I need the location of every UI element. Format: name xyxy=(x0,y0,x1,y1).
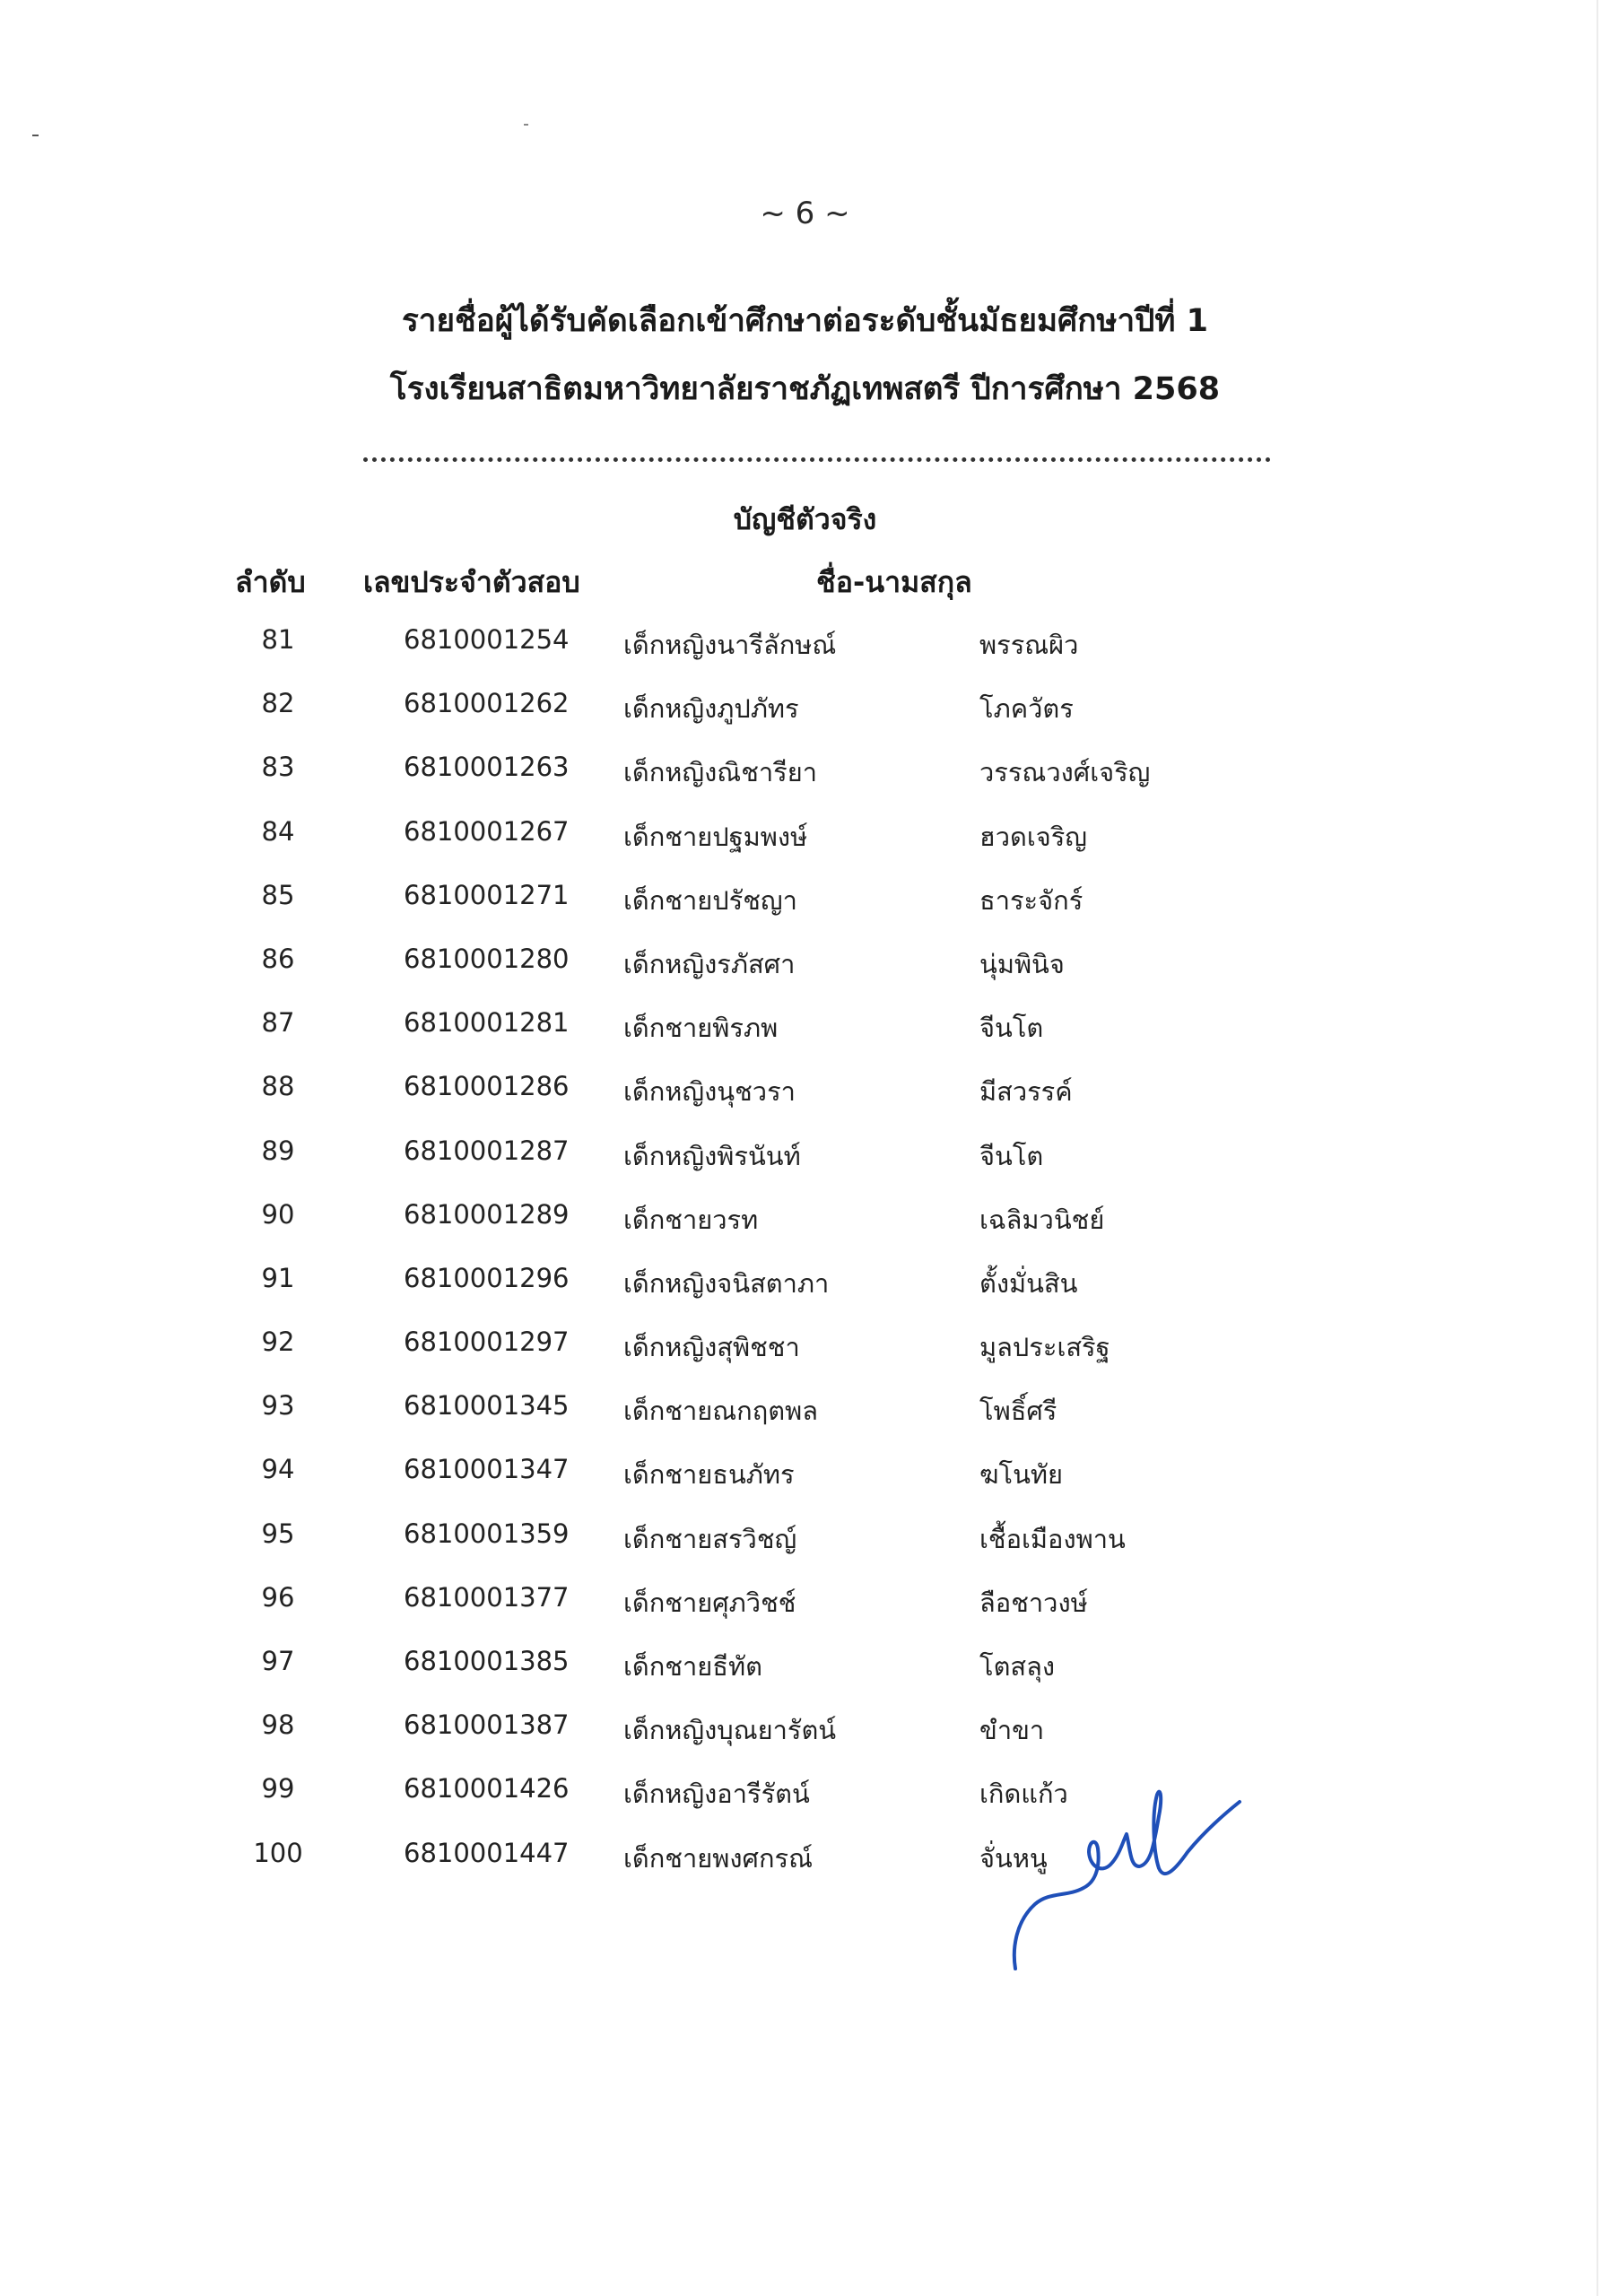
cell-last-name: ฆโนทัย xyxy=(979,1459,1064,1491)
scan-speck xyxy=(524,124,528,126)
table-row xyxy=(0,816,1610,880)
cell-last-name: โภควัตร xyxy=(979,693,1074,725)
cell-exam-id: 6810001263 xyxy=(404,752,570,783)
cell-last-name: โพธิ์ศรี xyxy=(979,1396,1057,1427)
cell-first-name: เด็กชายณกฤตพล xyxy=(623,1396,819,1427)
cell-last-name: ตั้งมั่นสิน xyxy=(979,1267,1078,1299)
cell-exam-id: 6810001289 xyxy=(404,1198,570,1230)
cell-order: 82 xyxy=(261,688,295,719)
table-row xyxy=(0,1071,1610,1135)
table-row xyxy=(0,1709,1610,1773)
table-row xyxy=(0,1646,1610,1709)
cell-first-name: เด็กชายพงศกรณ์ xyxy=(623,1842,813,1874)
column-header-order: ลำดับ xyxy=(235,565,306,599)
cell-last-name: มูลประเสริฐ xyxy=(979,1332,1110,1363)
cell-order: 96 xyxy=(261,1581,295,1613)
cell-order: 83 xyxy=(261,752,295,783)
cell-last-name: เกิดแก้ว xyxy=(979,1779,1068,1810)
cell-order: 89 xyxy=(261,1135,295,1166)
cell-exam-id: 6810001359 xyxy=(404,1518,570,1549)
scan-speck xyxy=(32,135,39,136)
cell-exam-id: 6810001426 xyxy=(404,1773,570,1805)
cell-exam-id: 6810001296 xyxy=(404,1262,570,1293)
cell-first-name: เด็กหญิงสุพิชชา xyxy=(623,1332,800,1363)
cell-order: 85 xyxy=(261,879,295,910)
cell-last-name: พรรณผิว xyxy=(979,630,1079,660)
table-row xyxy=(0,1582,1610,1646)
document-subtitle: โรงเรียนสาธิตมหาวิทยาลัยราชภัฏเทพสตรี ปีการศึกษา 2568 xyxy=(389,371,1221,407)
table-row xyxy=(0,624,1610,688)
cell-first-name: เด็กชายศุภวิชช์ xyxy=(623,1587,796,1618)
cell-first-name: เด็กชายปฐมพงษ์ xyxy=(623,821,808,852)
cell-order: 81 xyxy=(261,624,295,655)
column-header-exam-id: เลขประจำตัวสอบ xyxy=(363,565,580,599)
page-number: ~ 6 ~ xyxy=(760,196,850,231)
cell-first-name: เด็กชายสรวิชญ์ xyxy=(623,1523,797,1554)
cell-order: 84 xyxy=(261,815,295,847)
cell-exam-id: 6810001271 xyxy=(404,879,570,910)
table-row xyxy=(0,1454,1610,1518)
cell-first-name: เด็กชายพิรภพ xyxy=(623,1013,779,1044)
cell-first-name: เด็กชายธีทัต xyxy=(623,1651,762,1682)
cell-first-name: เด็กหญิงณิชารียา xyxy=(623,757,818,788)
cell-exam-id: 6810001286 xyxy=(404,1071,570,1102)
cell-first-name: เด็กชายธนภัทร xyxy=(623,1459,795,1491)
cell-order: 100 xyxy=(253,1837,303,1868)
cell-exam-id: 6810001385 xyxy=(404,1646,570,1676)
table-row xyxy=(0,752,1610,815)
cell-first-name: เด็กหญิงบุณยารัตน์ xyxy=(623,1715,837,1746)
table-row xyxy=(0,880,1610,944)
cell-exam-id: 6810001287 xyxy=(404,1135,570,1166)
cell-exam-id: 6810001447 xyxy=(404,1837,570,1868)
table-row xyxy=(0,1518,1610,1582)
signature-stroke xyxy=(1014,1792,1240,1969)
cell-last-name: ลือชาวงษ์ xyxy=(979,1587,1088,1618)
cell-order: 98 xyxy=(261,1709,295,1741)
cell-order: 91 xyxy=(261,1262,295,1293)
cell-exam-id: 6810001297 xyxy=(404,1326,570,1358)
cell-last-name: นุ่มพินิจ xyxy=(979,948,1065,979)
table-row xyxy=(0,1135,1610,1199)
cell-order: 90 xyxy=(261,1198,295,1230)
table-row xyxy=(0,1773,1610,1837)
cell-order: 93 xyxy=(261,1390,295,1422)
cell-first-name: เด็กหญิงนารีลักษณ์ xyxy=(623,630,837,660)
cell-order: 87 xyxy=(261,1007,295,1039)
cell-exam-id: 6810001262 xyxy=(404,688,570,719)
document-title: รายชื่อผู้ได้รับคัดเลือกเข้าศึกษาต่อระดับชั้นมัธยมศึกษาปีที่ 1 xyxy=(402,303,1208,339)
cell-first-name: เด็กหญิงรภัสศา xyxy=(623,948,796,979)
cell-last-name: เชื้อเมืองพาน xyxy=(979,1523,1126,1554)
cell-exam-id: 6810001377 xyxy=(404,1581,570,1613)
cell-first-name: เด็กหญิงพิรนันท์ xyxy=(623,1140,801,1171)
column-header-full-name: ชื่อ-นามสกุล xyxy=(816,565,972,599)
cell-order: 88 xyxy=(261,1071,295,1102)
cell-first-name: เด็กชายวรท xyxy=(623,1204,759,1235)
signature xyxy=(1005,1762,1247,1978)
cell-last-name: จั่นหนู xyxy=(979,1842,1048,1874)
cell-first-name: เด็กหญิงภูปภัทร xyxy=(623,693,799,725)
cell-first-name: เด็กหญิงนุชวรา xyxy=(623,1076,796,1108)
cell-last-name: จีนโต xyxy=(979,1013,1044,1044)
table-row xyxy=(0,1007,1610,1071)
cell-order: 94 xyxy=(261,1454,295,1485)
table-row xyxy=(0,1199,1610,1263)
list-heading: บัญชีตัวจริง xyxy=(733,502,877,536)
cell-order: 95 xyxy=(261,1518,295,1549)
cell-order: 92 xyxy=(261,1326,295,1358)
cell-exam-id: 6810001281 xyxy=(404,1007,570,1039)
cell-exam-id: 6810001387 xyxy=(404,1709,570,1741)
cell-exam-id: 6810001345 xyxy=(404,1390,570,1422)
cell-first-name: เด็กหญิงอารีรัตน์ xyxy=(623,1779,810,1810)
table-row xyxy=(0,1326,1610,1390)
cell-order: 99 xyxy=(261,1773,295,1805)
student-list xyxy=(0,624,1610,1901)
cell-exam-id: 6810001280 xyxy=(404,943,570,974)
cell-order: 97 xyxy=(261,1646,295,1676)
table-row xyxy=(0,944,1610,1007)
cell-order: 86 xyxy=(261,943,295,974)
cell-exam-id: 6810001267 xyxy=(404,815,570,847)
dotted-divider xyxy=(363,457,1271,462)
table-row xyxy=(0,1263,1610,1326)
table-row xyxy=(0,1390,1610,1454)
cell-last-name: ฮวดเจริญ xyxy=(979,821,1088,852)
cell-last-name: เฉลิมวนิชย์ xyxy=(979,1204,1105,1235)
table-row xyxy=(0,1838,1610,1901)
cell-last-name: ธาระจักร์ xyxy=(979,884,1083,916)
cell-first-name: เด็กชายปรัชญา xyxy=(623,884,797,916)
table-row xyxy=(0,688,1610,752)
cell-first-name: เด็กหญิงจนิสตาภา xyxy=(623,1267,830,1299)
cell-last-name: ขำขา xyxy=(979,1715,1045,1746)
cell-last-name: วรรณวงศ์เจริญ xyxy=(979,757,1151,788)
cell-last-name: จีนโต xyxy=(979,1140,1044,1171)
cell-last-name: มีสวรรค์ xyxy=(979,1076,1073,1108)
cell-exam-id: 6810001254 xyxy=(404,624,570,655)
cell-last-name: โตสลุง xyxy=(979,1651,1056,1682)
cell-exam-id: 6810001347 xyxy=(404,1454,570,1485)
